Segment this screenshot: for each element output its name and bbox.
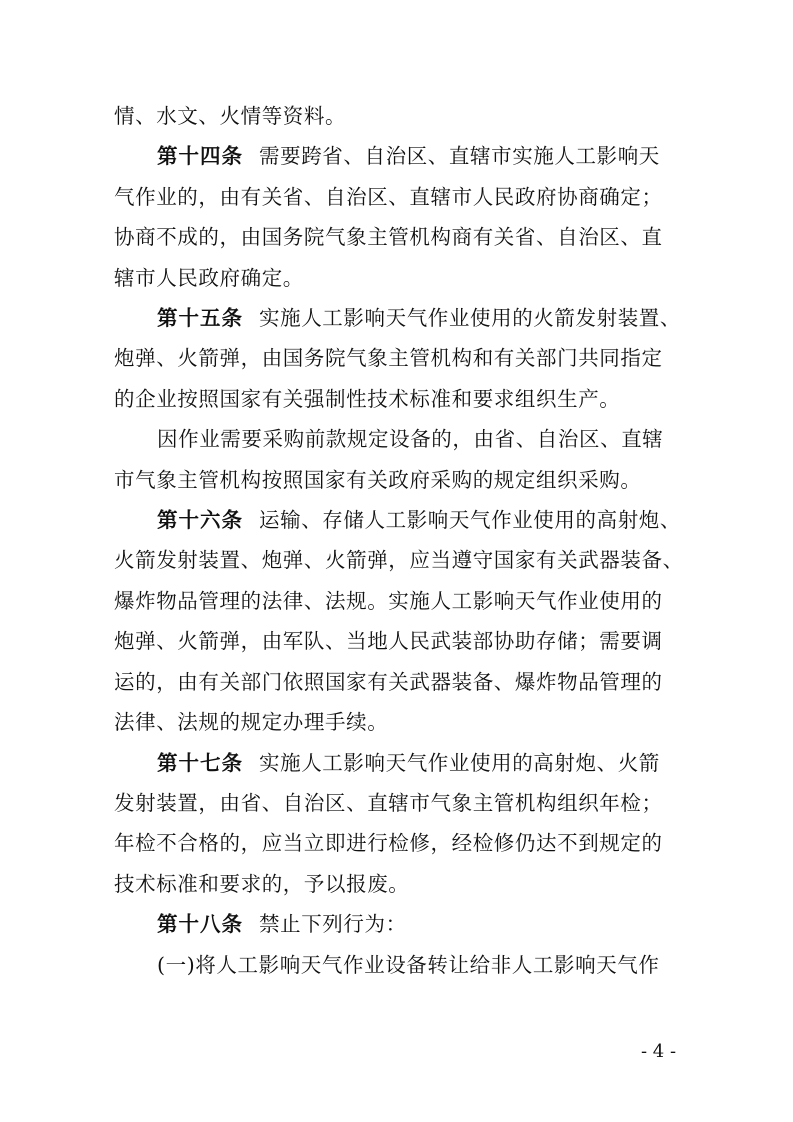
text-line: 法律、法规的规定办理手续。 [114, 710, 389, 735]
text-line: 气作业的，由有关省、自治区、直辖市人民政府协商确定； [114, 184, 663, 209]
article-14-label: 第十四条 [157, 144, 243, 169]
article-16-line [114, 500, 680, 540]
text-line: 炮弹、火箭弹，由国务院气象主管机构和有关部门共同指定 [114, 346, 663, 371]
text-line: 爆炸物品管理的法律、法规。实施人工影响天气作业使用的 [114, 588, 663, 613]
article-17-text: 实施人工影响天气作业使用的高射炮、火箭 [259, 750, 660, 775]
list-item-1: (一)将人工影响天气作业设备转让给非人工影响天气作 [157, 952, 660, 977]
text-line: 情、水文、火情等资料。 [114, 104, 347, 128]
article-14-line [114, 136, 680, 176]
article-15-label: 第十五条 [157, 306, 243, 331]
article-14-text: 需要跨省、自治区、直辖市实施人工影响天 [259, 144, 660, 169]
article-16-label: 第十六条 [157, 508, 243, 533]
text-line: 协商不成的，由国务院气象主管机构商有关省、自治区、直 [114, 225, 663, 250]
article-15-text: 实施人工影响天气作业使用的火箭发射装置、 [259, 306, 681, 331]
text-line: 年检不合格的，应当立即进行检修，经检修仍达不到规定的 [114, 831, 663, 856]
text-line: 市气象主管机构按照国家有关政府采购的规定组织采购。 [114, 467, 642, 492]
text-line: 发射装置，由省、自治区、直辖市气象主管机构组织年检； [114, 790, 663, 815]
article-18-text: 禁止下列行为： [259, 912, 407, 937]
article-18-line [114, 904, 680, 944]
paragraph-line: 因作业需要采购前款规定设备的，由省、自治区、直辖 [157, 427, 664, 452]
text-line: 火箭发射装置、炮弹、火箭弹，应当遵守国家有关武器装备、 [114, 548, 684, 573]
article-16-text: 运输、存储人工影响天气作业使用的高射炮、 [259, 508, 681, 533]
text-line: 炮弹、火箭弹，由军队、当地人民武装部协助存储；需要调 [114, 629, 663, 654]
article-17-label: 第十七条 [157, 750, 243, 775]
text-line: 的企业按照国家有关强制性技术标准和要求组织生产。 [114, 386, 621, 411]
text-line: 技术标准和要求的，予以报废。 [114, 871, 410, 896]
article-15-line [114, 298, 680, 338]
regulation-text [114, 96, 684, 985]
article-17-line [114, 743, 680, 783]
text-line: 运的，由有关部门依照国家有关武器装备、爆炸物品管理的 [114, 669, 663, 694]
article-18-label: 第十八条 [157, 912, 243, 937]
text-line: 辖市人民政府确定。 [114, 265, 304, 290]
page-number: - 4 - [641, 1041, 677, 1062]
